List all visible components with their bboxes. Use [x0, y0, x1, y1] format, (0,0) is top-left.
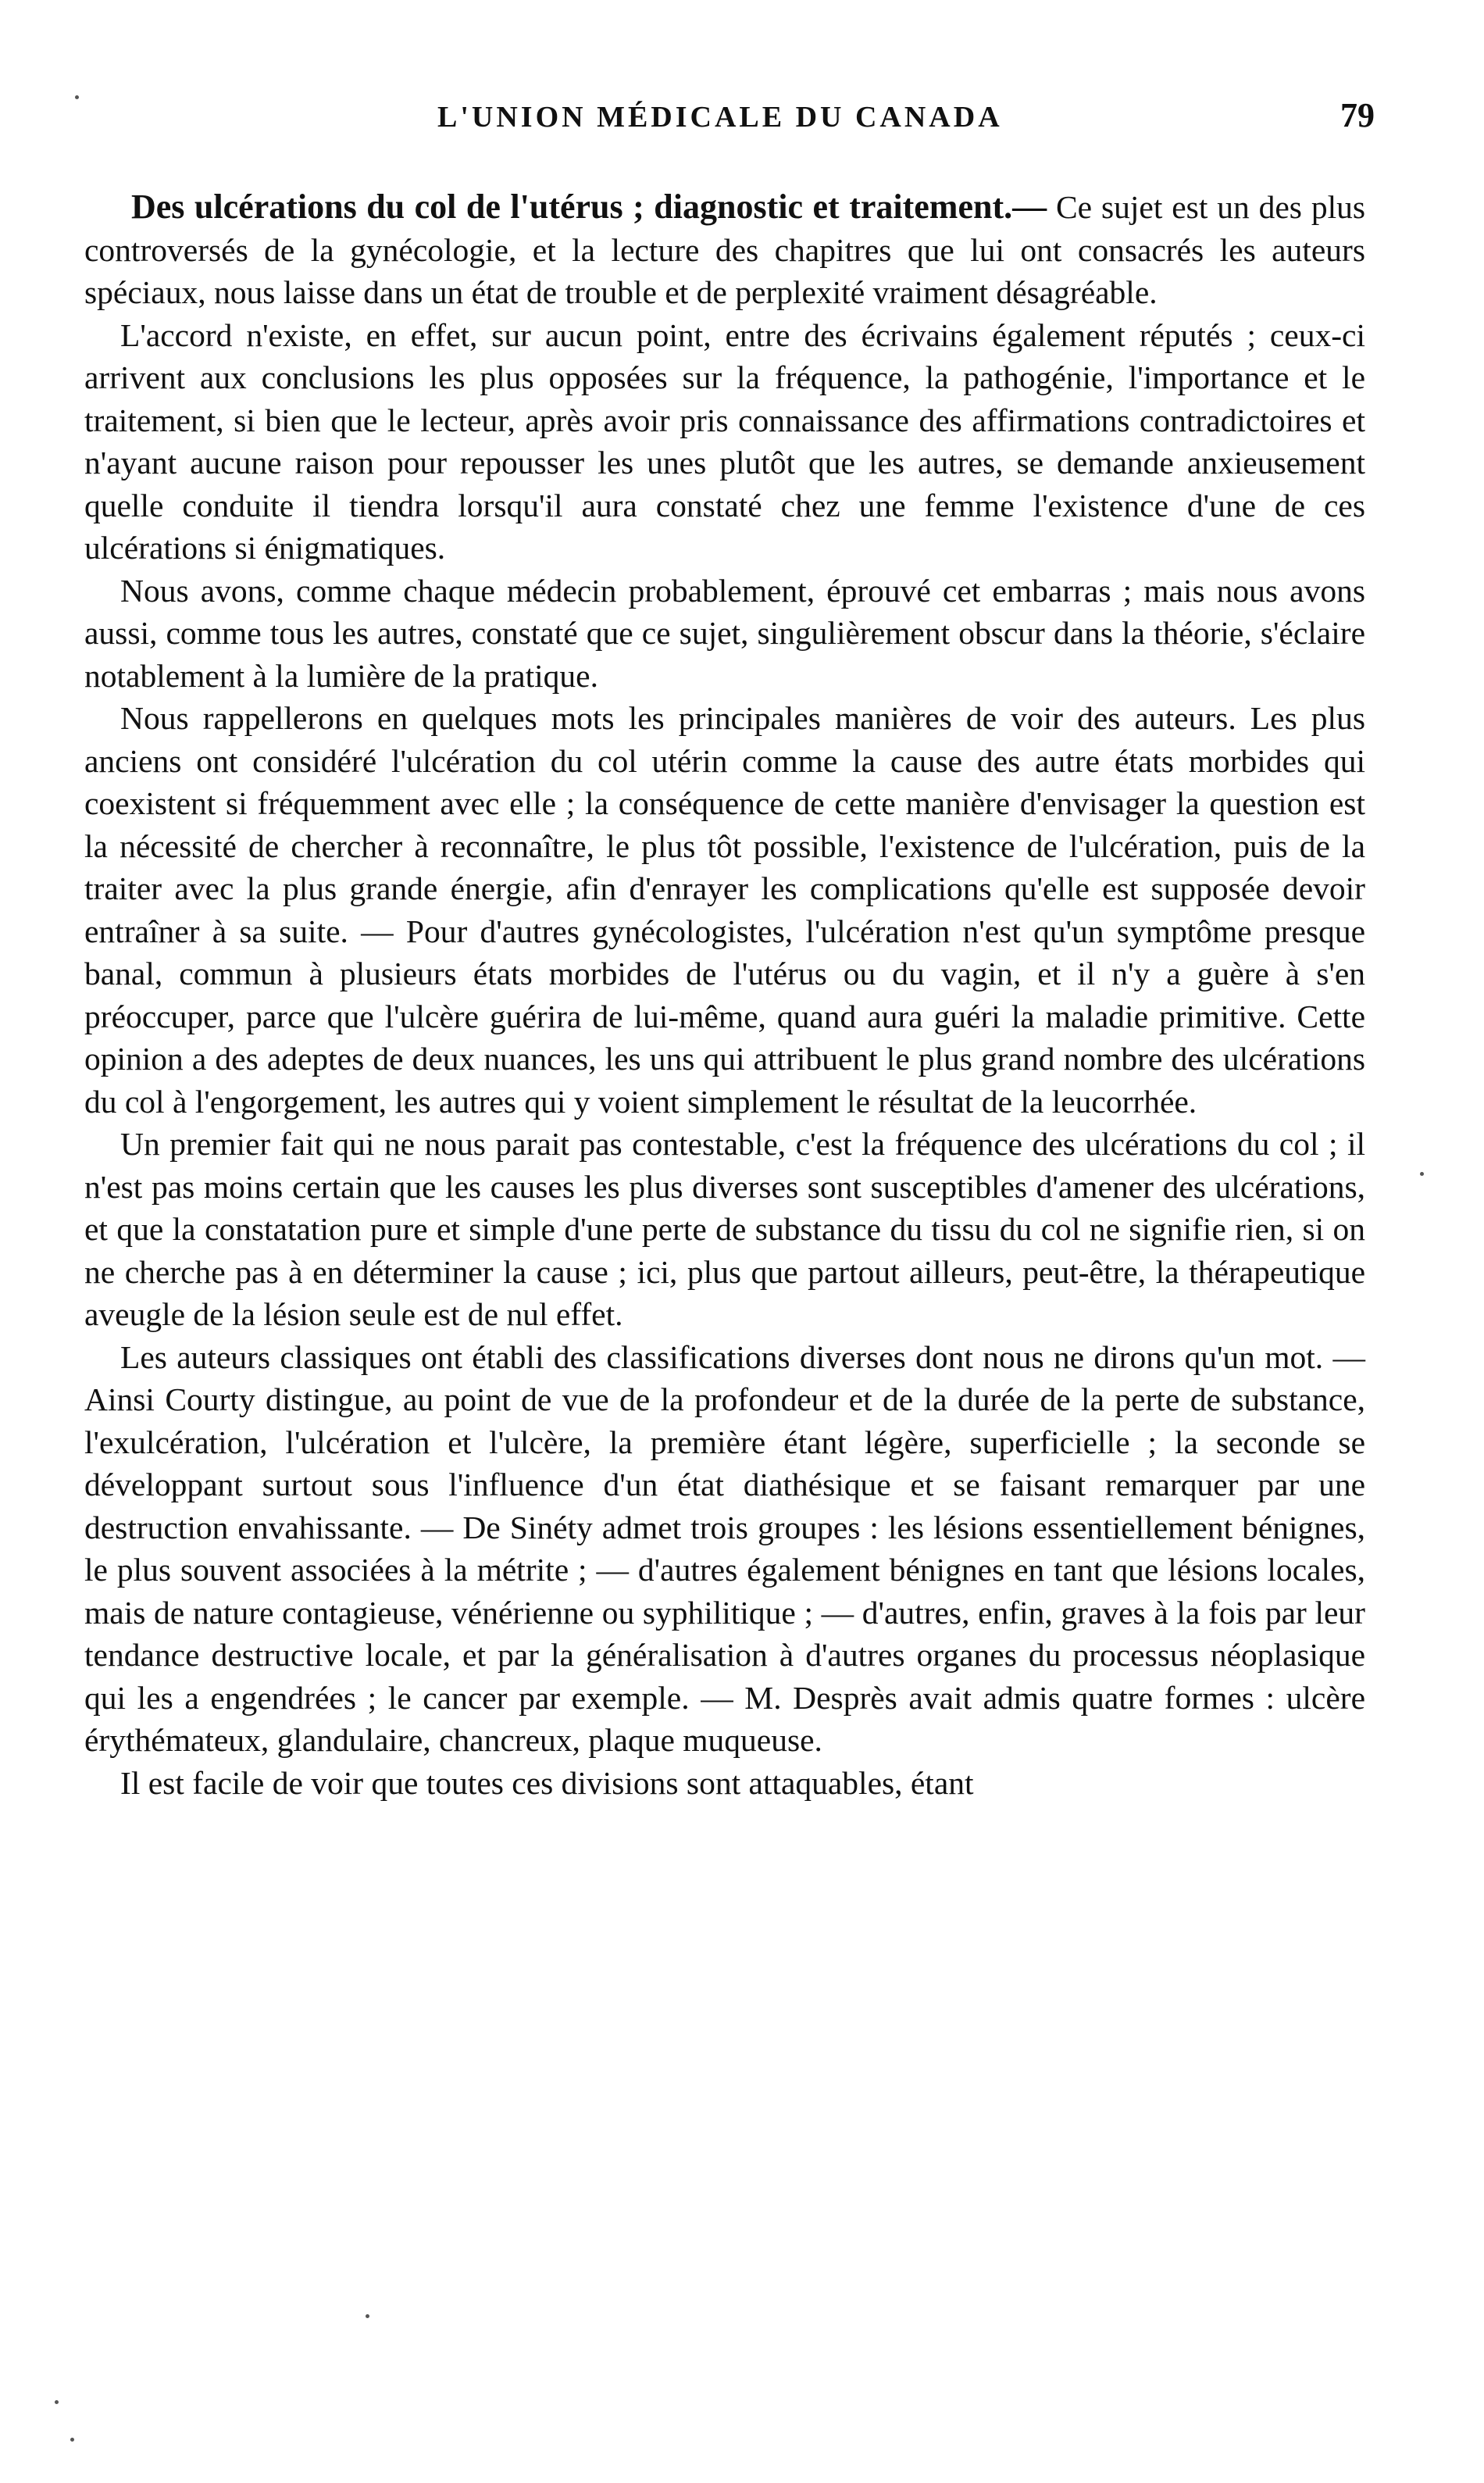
running-title: L'UNION MÉDICALE DU CANADA — [437, 101, 1003, 134]
article-body — [84, 186, 1365, 1804]
paragraph-7: Il est facile de voir que toutes ces divisions sont attaquables, étant — [120, 1764, 974, 1801]
print-speck — [55, 2400, 59, 2404]
paragraph-1-text: Ce sujet est un des plus controversés de la gynécologie, et la lecture des chapitres que lui ont consacrés les auteurs spéciaux, nous laisse dans un état de trouble et de perplexité vraiment désagréable. — [84, 189, 1365, 310]
paragraph-4: Nous rappellerons en quelques mots les principales manières de voir des auteurs. Les plus anciens ont considéré l'ulcération du col utérin comme la cause des autre états morbides qui coexistent si fréquemment avec elle ; la conséquence de cette manière d'envisager la question est la nécessité de chercher à reconnaître, le plus tôt possible, l'existence de l'ulcération, puis de la traiter avec la plus grande énergie, afin d'enrayer les complications qu'elle est supposée devoir entraîner à sa suite. — Pour d'autres gynécologistes, l'ulcération n'est qu'un symptôme presque banal, commun à plusieurs états morbides de l'utérus ou du vagin, et il n'y a guère à s'en préoccuper, parce que l'ulcère guérira de lui-même, quand aura guéri la maladie primitive. Cette opinion a des adeptes de deux nuances, les uns qui attribuent le plus grand nombre des ulcérations du col à l'engorgement, les autres qui y voient simplement le résultat de la leucorrhée. — [84, 700, 1365, 1120]
paragraph-2: L'accord n'existe, en effet, sur aucun point, entre des écrivains également réputés ; ceux-ci arrivent aux conclusions les plus opposées sur la fréquence, la pathogénie, l'importance et le traitement, si bien que le lecteur, après avoir pris connaissance des affirmations contradictoires et n'ayant aucune raison pour repousser les unes plutôt que les autres, se demande anxieusement quelle conduite il tiendra lorsqu'il aura constaté chez une femme l'existence d'une de ces ulcérations si énigmatiques. — [84, 316, 1365, 566]
article-title: Des ulcérations du col de l'utérus ; diagnostic et traitement.— — [131, 188, 1047, 226]
print-speck — [70, 2438, 74, 2442]
paragraph-6: Les auteurs classiques ont établi des classifications diverses dont nous ne dirons qu'un mot. — Ainsi Courty distingue, au point de vue de la profondeur et de la durée de la perte de substance, l'exulcération, l'ulcération et l'ulcère, la première étant légère, superficielle ; la seconde se développant surtout sous l'influence d'un état diathésique et se faisant remarquer par une destruction envahissante. — De Sinéty admet trois groupes : les lésions essentiellement bénignes, le plus souvent associées à la métrite ; — d'autres également bénignes en tant que lésions locales, mais de nature contagieuse, vénérienne ou syphilitique ; — d'autres, enfin, graves à la fois par leur tendance destructive locale, et par la généralisation à d'autres organes du processus néoplasique qui les a engendrées ; le cancer par exemple. — M. Desprès avait admis quatre formes : ulcère érythémateux, glandulaire, chancreux, plaque muqueuse. — [84, 1338, 1365, 1758]
paragraph-1 — [84, 186, 1365, 314]
paragraph-5: Un premier fait qui ne nous parait pas contestable, c'est la fréquence des ulcérations du col ; il n'est pas moins certain que les causes les plus diverses sont susceptibles d'amener des ulcérations, et que la constatation pure et simple d'une perte de substance du tissu du col ne signifie rien, si on ne cherche pas à en déterminer la cause ; ici, plus que partout ailleurs, peut-être, la thérapeutique aveugle de la lésion seule est de nul effet. — [84, 1126, 1365, 1332]
print-speck — [366, 2314, 369, 2318]
page-number: 79 — [1340, 96, 1375, 134]
print-speck — [75, 95, 79, 99]
paragraph-3: Nous avons, comme chaque médecin probablement, éprouvé cet embarras ; mais nous avons aussi, comme tous les autres, constaté que ce sujet, singulièrement obscur dans la théorie, s'éclaire notablement à la lumière de la pratique. — [84, 572, 1365, 694]
print-speck — [1420, 1172, 1424, 1176]
